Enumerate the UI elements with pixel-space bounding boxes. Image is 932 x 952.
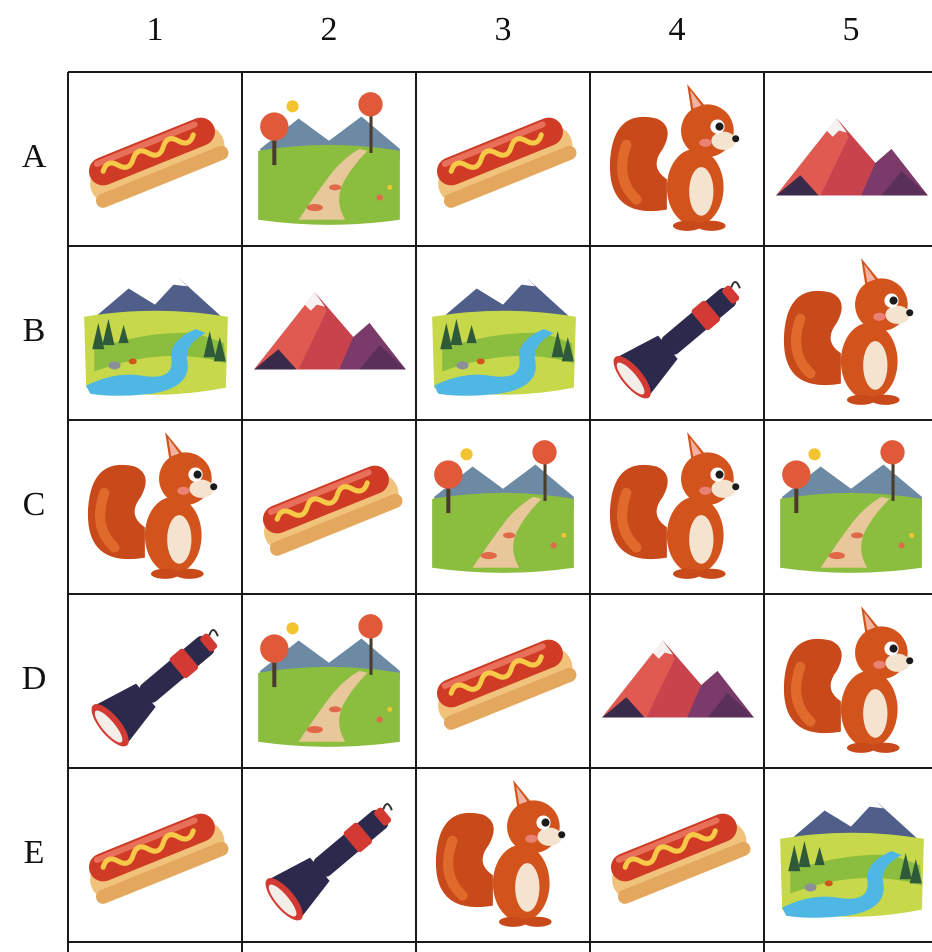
cell-a1[interactable]	[68, 72, 242, 246]
cell-e1[interactable]	[68, 768, 242, 942]
cell-b2[interactable]	[242, 246, 416, 420]
cell-d1[interactable]	[68, 594, 242, 768]
cell-e3[interactable]	[416, 768, 590, 942]
cell-d5[interactable]	[764, 594, 932, 768]
cell-a2[interactable]	[242, 72, 416, 246]
cell-b5[interactable]	[764, 246, 932, 420]
row-label-e: E	[23, 834, 45, 871]
grid-line-horizontal	[68, 419, 932, 421]
grid-line-vertical	[763, 72, 765, 952]
column-label-5: 5	[842, 11, 860, 48]
row-label-a: A	[21, 138, 47, 175]
cell-c4[interactable]	[590, 420, 764, 594]
picture-grid	[68, 72, 932, 952]
cell-b3[interactable]	[416, 246, 590, 420]
grid-line-vertical	[241, 72, 243, 952]
column-label-3: 3	[494, 11, 512, 48]
cell-a3[interactable]	[416, 72, 590, 246]
row-label-d: D	[21, 660, 47, 697]
cell-e2[interactable]	[242, 768, 416, 942]
grid-line-horizontal	[68, 245, 932, 247]
row-label-b: B	[22, 312, 46, 349]
cell-c1[interactable]	[68, 420, 242, 594]
cell-a4[interactable]	[590, 72, 764, 246]
grid-line-vertical	[415, 72, 417, 952]
cell-c2[interactable]	[242, 420, 416, 594]
grid-line-horizontal	[68, 767, 932, 769]
cell-d4[interactable]	[590, 594, 764, 768]
grid-line-vertical	[589, 72, 591, 952]
cell-c5[interactable]	[764, 420, 932, 594]
grid-line-horizontal	[68, 593, 932, 595]
grid-line-horizontal	[68, 71, 932, 73]
cell-b4[interactable]	[590, 246, 764, 420]
cell-b1[interactable]	[68, 246, 242, 420]
cell-a5[interactable]	[764, 72, 932, 246]
grid-line-vertical	[67, 72, 69, 952]
cell-e4[interactable]	[590, 768, 764, 942]
cell-e5[interactable]	[764, 768, 932, 942]
row-label-c: C	[22, 486, 46, 523]
column-label-4: 4	[668, 11, 686, 48]
column-label-2: 2	[320, 11, 338, 48]
cell-c3[interactable]	[416, 420, 590, 594]
cell-d3[interactable]	[416, 594, 590, 768]
cell-d2[interactable]	[242, 594, 416, 768]
column-label-1: 1	[146, 11, 164, 48]
